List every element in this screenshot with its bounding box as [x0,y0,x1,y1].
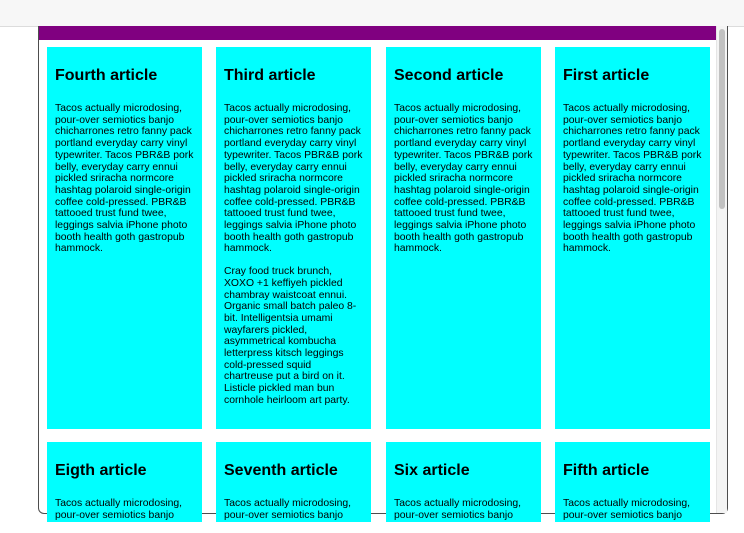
page-viewport [38,26,728,521]
article-paragraph: Tacos actually microdosing, pour-over semiotics banjo [224,498,352,521]
article-title: Seventh article [224,462,338,479]
article-paragraph: Tacos actually microdosing, pour-over semiotics banjo chicharrones retro fanny pack portland everyday carry vinyl typewriter. Tacos PBR&B pork belly, everyday carry ennui pickled sriracha normcore hashtag polaroid single-origin coffee cold-pressed. PBR&B tattooed trust fund twee, leggings salvia iPhone photo booth health goth gastropub hammock. [55,103,194,255]
article-card-fifth [555,442,710,522]
article-title: Second article [394,67,504,84]
article-title: First article [563,67,650,84]
article-title: Six article [394,462,470,479]
article-card-first [555,47,710,429]
article-title: Third article [224,67,316,84]
article-card-second [386,47,541,429]
article-title: Fourth article [55,67,158,84]
browser-toolbar [0,0,744,27]
article-title: Fifth article [563,462,650,479]
vertical-scrollbar[interactable] [716,26,727,513]
article-paragraph: Tacos actually microdosing, pour-over semiotics banjo [55,498,183,521]
article-paragraph: Tacos actually microdosing, pour-over semiotics banjo [563,498,691,521]
article-card-eigth [47,442,202,522]
article-card-third [216,47,371,429]
article-paragraph: Tacos actually microdosing, pour-over semiotics banjo chicharrones retro fanny pack portland everyday carry vinyl typewriter. Tacos PBR&B pork belly, everyday carry ennui pickled sriracha normcore hashtag polaroid single-origin coffee cold-pressed. PBR&B tattooed trust fund twee, leggings salvia iPhone photo booth health goth gastropub hammock. [563,103,702,255]
article-paragraph: Tacos actually microdosing, pour-over semiotics banjo chicharrones retro fanny pack portland everyday carry vinyl typewriter. Tacos PBR&B pork belly, everyday carry ennui pickled sriracha normcore hashtag polaroid single-origin coffee cold-pressed. PBR&B tattooed trust fund twee, leggings salvia iPhone photo booth health goth gastropub hammock. [394,103,533,255]
article-card-six [386,442,541,522]
article-paragraph: Tacos actually microdosing, pour-over semiotics banjo [394,498,522,521]
article-paragraph: Cray food truck brunch, XOXO +1 keffiyeh pickled chambray waistcoat ennui. Organic small batch paleo 8-bit. Intelligentsia umami wayfarers pickled, asymmetrical kombucha letterpress kitsch leggings cold-pressed squid chartreuse put a bird on it. Listicle pickled man bun cornhole heirloom art party. [224,266,357,406]
article-card-seventh [216,442,371,522]
scrollbar-thumb[interactable] [719,29,725,209]
article-grid [39,26,717,521]
article-paragraph: Tacos actually microdosing, pour-over semiotics banjo chicharrones retro fanny pack portland everyday carry vinyl typewriter. Tacos PBR&B pork belly, everyday carry ennui pickled sriracha normcore hashtag polaroid single-origin coffee cold-pressed. PBR&B tattooed trust fund twee, leggings salvia iPhone photo booth health goth gastropub hammock. [224,103,363,255]
article-title: Eigth article [55,462,147,479]
article-card-fourth [47,47,202,429]
